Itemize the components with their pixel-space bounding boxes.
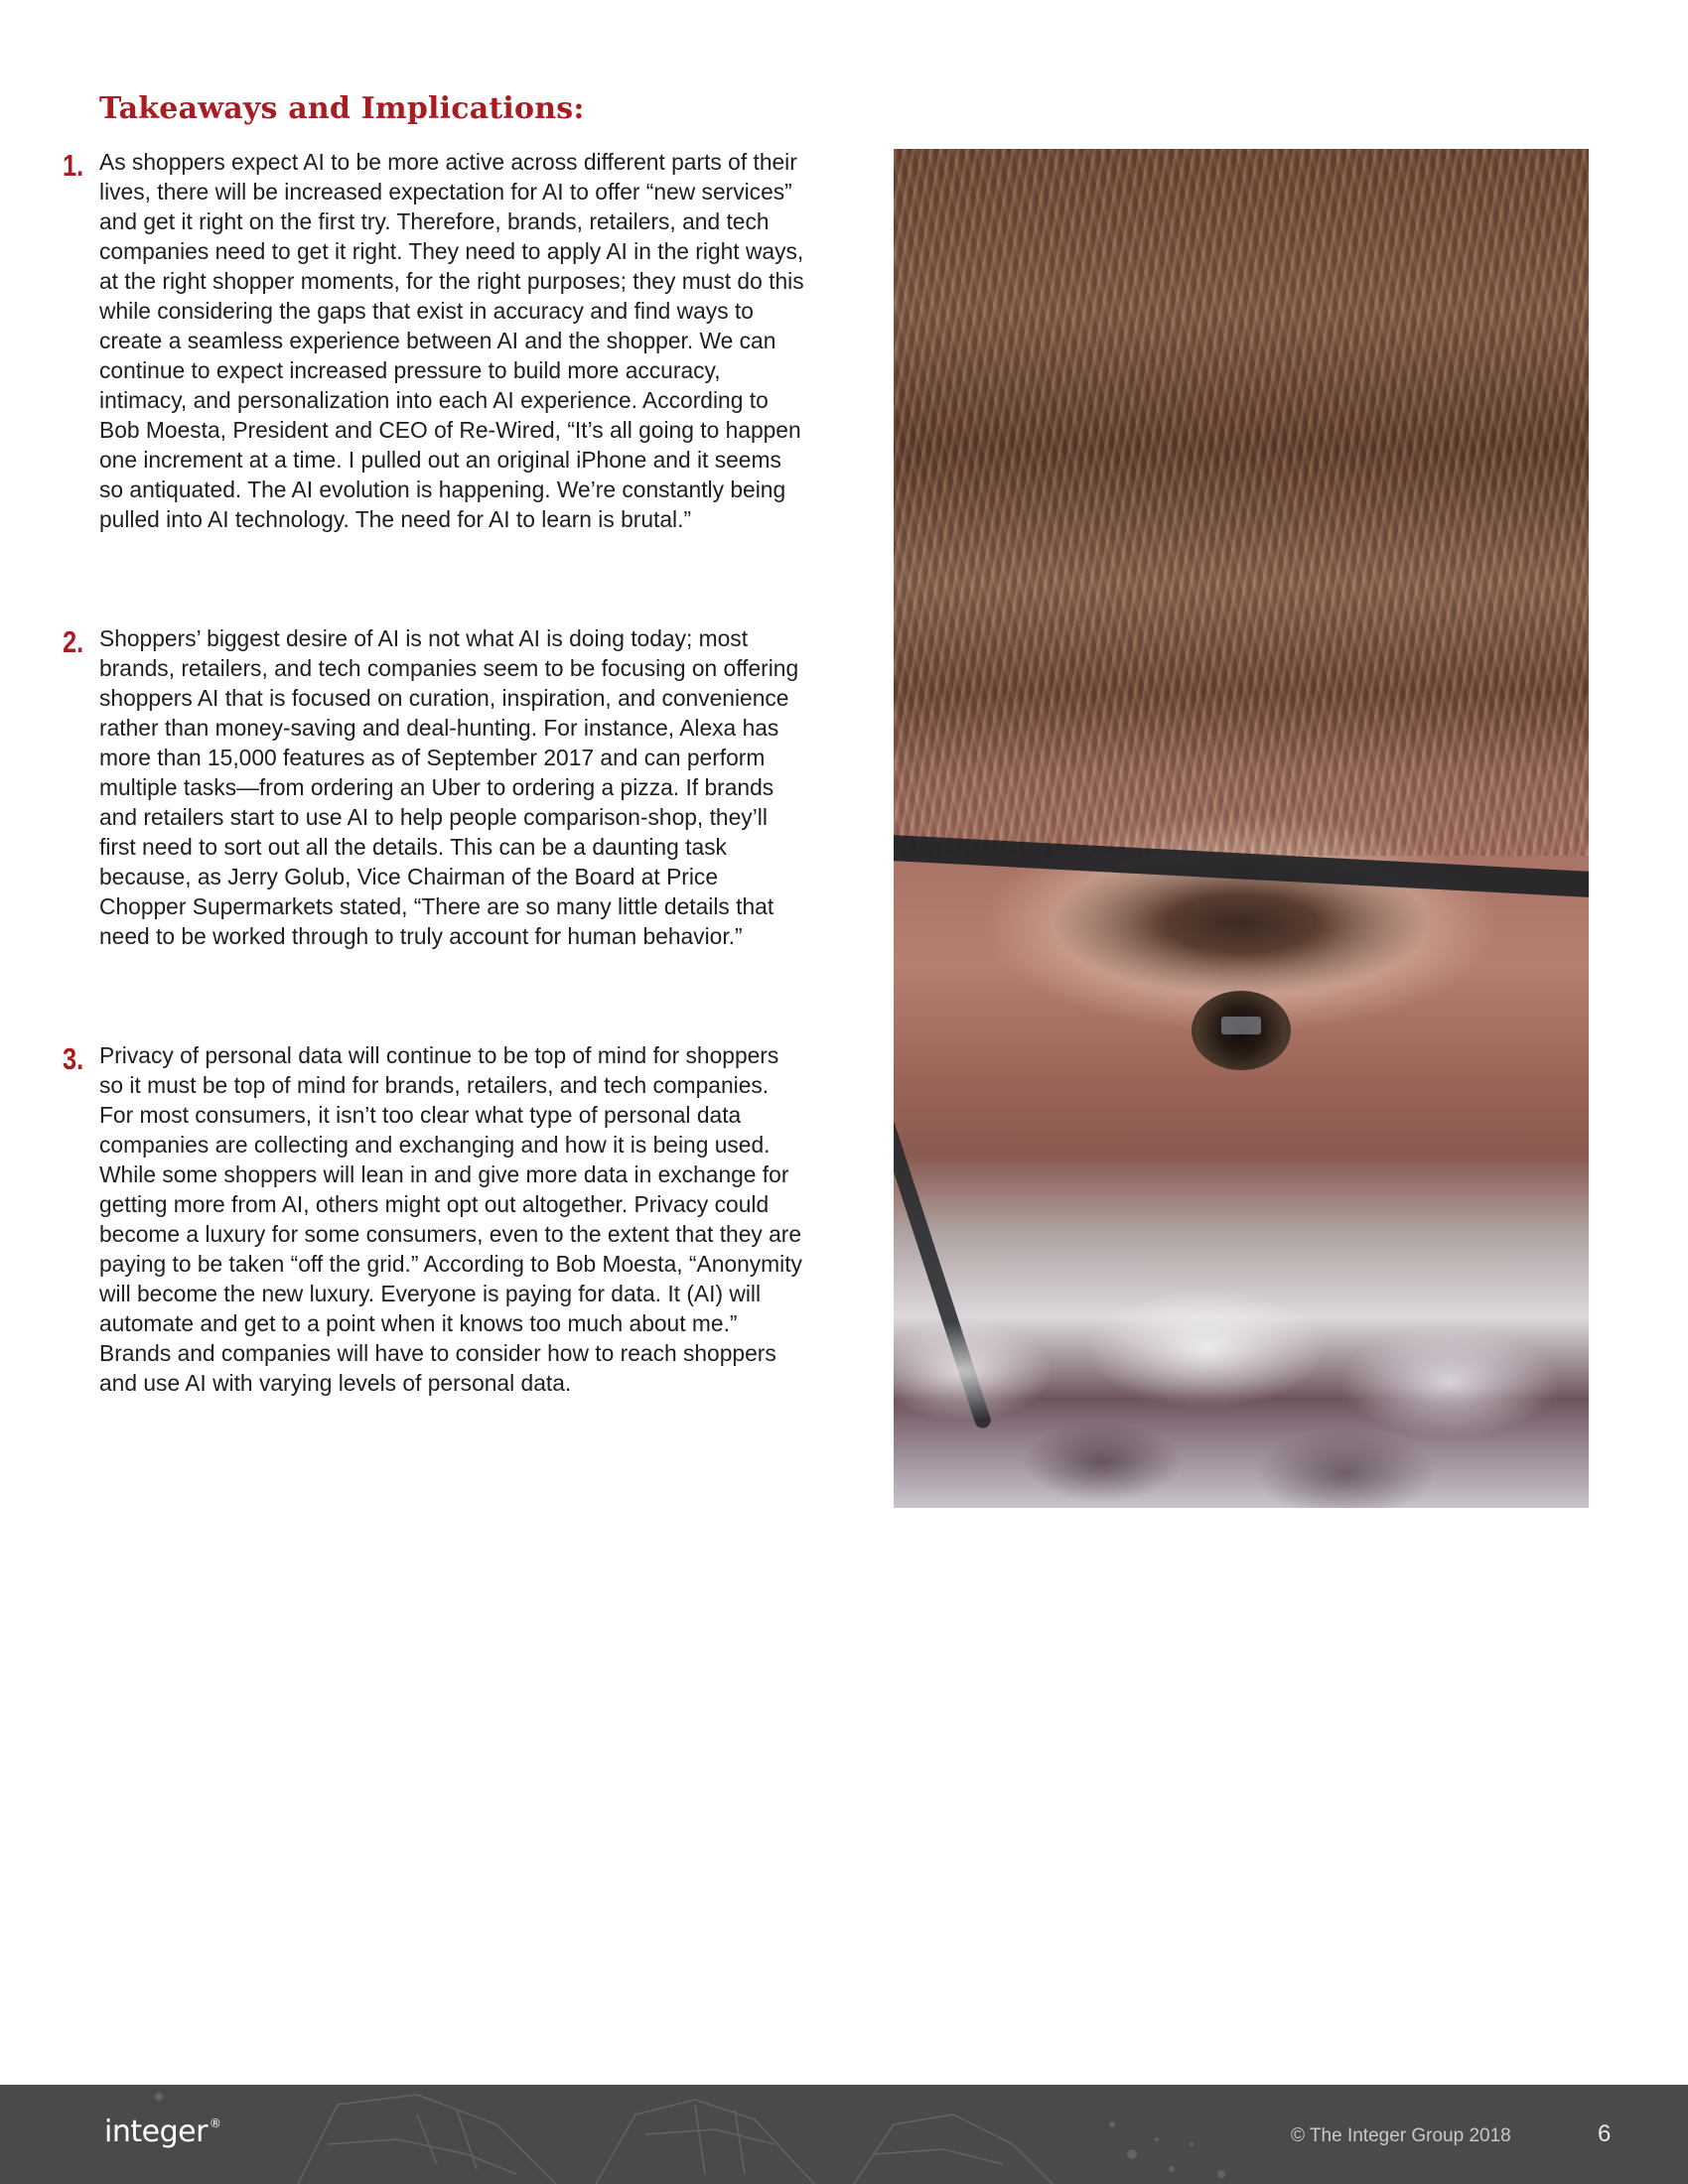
page-title: Takeaways and Implications: xyxy=(99,91,585,126)
takeaway-text: As shoppers expect AI to be more active across different parts of their lives, there will be increased expectation for AI to offer “new services” and get it right on the first try. Therefore, brands, retailers, and tech companies need to get it right. They need to apply AI in the right ways, at the right shopper moments, for the right purposes; they must do this while considering the gaps that exist in accuracy and find ways to create a seamless experience between AI and the shopper. We can continue to expect increased pressure to build more accuracy, intimacy, and personalization into each AI experience. According to Bob Moesta, President and CEO of Re-Wired, “It’s all going to happen one increment at a time. I pulled out an original iPhone and it seems so antiquated. The AI evolution is happening. We’re constantly being pulled into AI technology. The need for AI to learn is brutal.” xyxy=(99,149,804,532)
page-number: 6 xyxy=(1598,2120,1612,2147)
eye-reflection xyxy=(1221,1017,1261,1034)
takeaway-text: Shoppers’ biggest desire of AI is not what AI is doing today; most brands, retailers, and tech companies seem to be focusing on offering shoppers AI that is focused on curation, inspiration, and convenience rather than money-saving and deal-hunting. For instance, Alexa has more than 15,000 features as of September 2017 and can perform multiple tasks—from ordering an Uber to ordering a pizza. If brands and retailers start to use AI to help people comparison-shop, they’ll first need to sort out all the details. This can be a daunting task because, as Jerry Golub, Vice Chairman of the Board at Price Chopper Supermarkets stated, “There are so many little details that need to be worked through to truly account for human behavior.” xyxy=(99,625,799,949)
takeaway-item-1 xyxy=(60,147,804,534)
takeaway-text: Privacy of personal data will continue to be top of mind for shoppers so it must be top of mind for brands, retailers, and tech companies. For most consumers, it isn’t too clear what type of personal data companies are collecting and exchanging and how it is being used. While some shoppers will lean in and give more data in exchange for getting more from AI, others might opt out altogether. Privacy could become a luxury for some consumers, even to the extent that they are paying to be taken “off the grid.” According to Bob Moesta, “Anonymity will become the new luxury. Everyone is paying for data. It (AI) will automate and get to a point when it knows too much about me.” Brands and companies will have to consider how to reach shoppers and use AI with varying levels of personal data. xyxy=(99,1042,802,1396)
eye-closeup-photo xyxy=(894,149,1589,1508)
takeaway-item-3 xyxy=(60,1040,804,1398)
integer-logo: integer ® xyxy=(104,2115,221,2149)
footer-copyright: © The Integer Group 2018 xyxy=(1291,2125,1511,2146)
blurred-foreground xyxy=(894,1280,1589,1508)
takeaway-number: 1. xyxy=(63,148,84,183)
takeaway-number: 2. xyxy=(63,624,84,659)
hair-texture xyxy=(894,149,1589,856)
takeaway-item-2 xyxy=(60,623,804,951)
takeaway-number: 3. xyxy=(63,1041,84,1076)
